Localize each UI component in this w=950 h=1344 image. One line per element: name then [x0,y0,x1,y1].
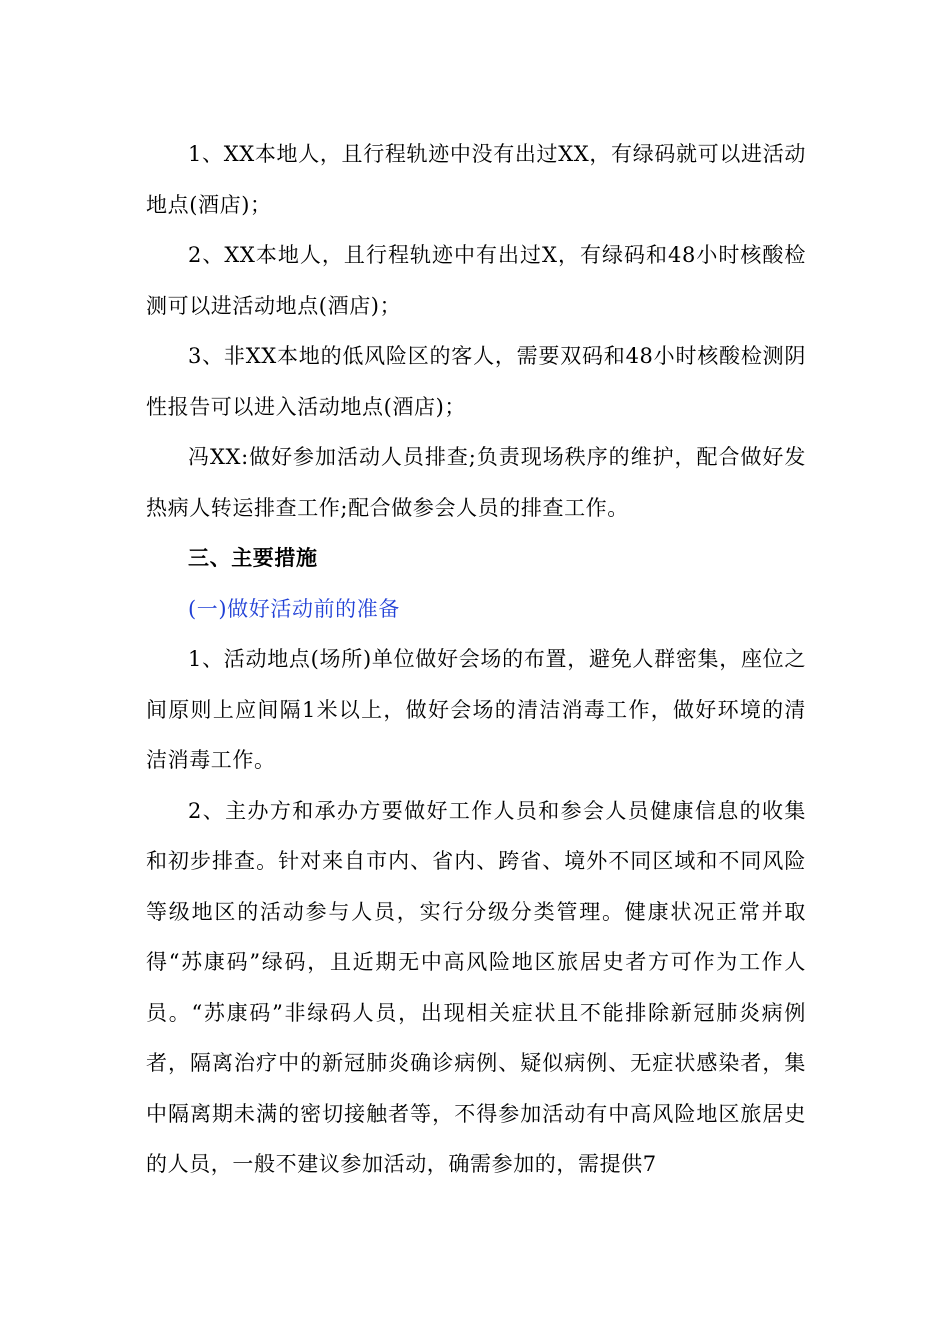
paragraph-1: 1、XX本地人，且行程轨迹中没有出过XX，有绿码就可以进活动地点(酒店)； [146,142,806,217]
paragraph-3: 3、非XX本地的低风险区的客人，需要双码和48小时核酸检测阴性报告可以进入活动地点(酒店)； [146,344,806,419]
section-subheading: (一)做好活动前的准备 [188,596,400,621]
paragraph-4: 冯XX:做好参加活动人员排查;负责现场秩序的维护，配合做好发热病人转运排查工作;配合做参会人员的排查工作。 [146,445,806,520]
paragraph-2: 2、XX本地人，且行程轨迹中有出过X，有绿码和48小时核酸检测可以进活动地点(酒店)； [146,243,806,318]
section-heading: 三、主要措施 [188,545,318,570]
document-body [146,129,806,1190]
paragraph-5: 1、活动地点(场所)单位做好会场的布置，避免人群密集，座位之间原则上应间隔1米以上，做好会场的清洁消毒工作，做好环境的清洁消毒工作。 [146,647,806,772]
paragraph-6: 2、主办方和承办方要做好工作人员和参会人员健康信息的收集和初步排查。针对来自市内、省内、跨省、境外不同区域和不同风险等级地区的活动参与人员，实行分级分类管理。健康状况正常并取得“苏康码”绿码，且近期无中高风险地区旅居史者方可作为工作人员。“苏康码”非绿码人员，出现相关症状且不能排除新冠肺炎病例者，隔离治疗中的新冠肺炎确诊病例、疑似病例、无症状感染者，集中隔离期未满的密切接触者等，不得参加活动有中高风险地区旅居史的人员，一般不建议参加活动，确需参加的，需提供7 [146,798,806,1176]
